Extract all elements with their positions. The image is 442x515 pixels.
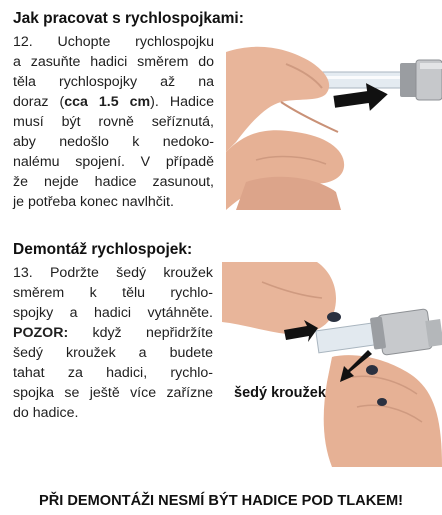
s1-line-2: těla rychlospojky až na [13, 74, 214, 90]
section2-heading: Demontáž rychlospojek: [13, 241, 193, 258]
photo-remove-tube-svg [222, 262, 442, 467]
s2-line-3-bold: POZOR: [13, 325, 69, 341]
s1-line-3-a: doraz ( [13, 94, 65, 110]
s1-line-6: nalému spojení. V případě [13, 154, 214, 170]
section1-body [13, 32, 214, 212]
s1-line-8: je potřeba konec navlhčit. [13, 194, 174, 210]
s1-line-7: že nejde hadice zasunout, [13, 174, 214, 190]
s2-line-4: šedý kroužek a budete [13, 345, 213, 361]
photo-remove-tube [222, 262, 442, 467]
photo-label-grey-ring: šedý kroužek [234, 385, 326, 401]
s1-line-4: musí být rovně seříznutá, [13, 114, 214, 130]
s1-line-0: 12. Uchopte rychlospojku [13, 34, 214, 50]
s2-line-1: směrem k tělu rychlo- [13, 285, 213, 301]
photo-insert-tube-svg [226, 32, 442, 210]
s1-line-3-bold: cca 1.5 cm [64, 94, 151, 110]
section1-heading: Jak pracovat s rychlospojkami: [13, 10, 244, 27]
s2-line-6: spojka se ještě více zařízne [13, 385, 213, 401]
s1-line-1: a zasuňte hadici směrem do [13, 54, 214, 70]
s2-line-3 [13, 323, 213, 343]
s2-line-0: 13. Podržte šedý kroužek [13, 265, 213, 281]
s1-line-3-c: ). Hadice [150, 94, 214, 110]
s2-line-3-b: když nepřidržíte [68, 325, 213, 341]
s1-line-3 [13, 92, 214, 112]
section2-body [13, 263, 213, 423]
s2-line-5: tahat za hadici, rychlo- [13, 365, 213, 381]
photo-insert-tube [226, 32, 442, 210]
s2-line-2: spojky a hadici vytáhněte. [13, 305, 213, 321]
s2-line-7: do hadice. [13, 405, 79, 421]
warning-text: PŘI DEMONTÁŽI NESMÍ BÝT HADICE POD TLAKEM! [38, 493, 404, 509]
s1-line-5: aby nedošlo k nedoko- [13, 134, 214, 150]
